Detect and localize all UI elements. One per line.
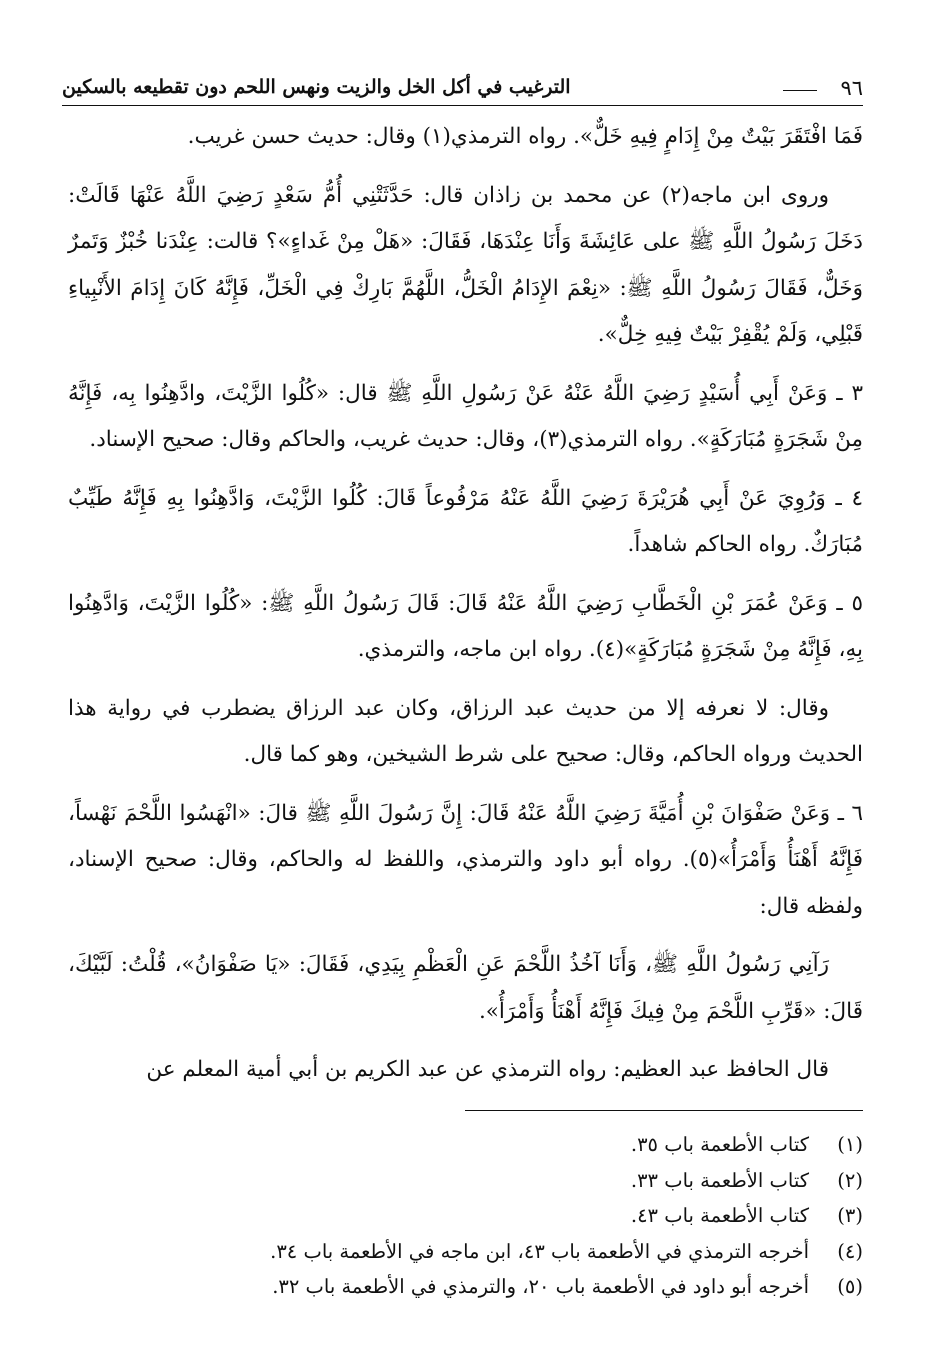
paragraph-2: وروى ابن ماجه(٢) عن محمد بن زاذان قال: حَدَّثَتْنِي أُمُّ سَعْدٍ رَضِيَ اللَّهُ عَنْهَا قَالَتْ: دَخَلَ رَسُولُ اللَّهِ ﷺ على عَائِشَةَ وَأَنَا عِنْدَهَا، فَقَالَ: «هَلْ مِنْ غَداءٍ»؟ قالت: عِنْدَنا خُبْزٌ وَتَمرٌ وَخَلٌّ، فَقَالَ رَسُولُ اللَّهِ ﷺ: «نِعْمَ الإِدَامُ الْخَلُّ، اللَّهُمَّ بَارِكْ فِي الْخَلِّ، فَإِنَّهُ كَانَ إِدَامَ الأَنْبِياءِ قَبْلِي، وَلَمْ يُقْفِرْ بَيْتٌ فِيهِ خِلٌّ». bbox=[68, 182, 863, 347]
footnote bbox=[68, 1269, 863, 1305]
footnote-text: أخرجه أبو داود في الأطعمة باب ٢٠، والترمذي في الأطعمة باب ٣٢. bbox=[272, 1275, 809, 1298]
footnote bbox=[68, 1198, 863, 1234]
hadith-3: ٣ ـ وَعَنْ أَبِي أُسَيْدٍ رَضِيَ اللَّهُ عَنْهُ عَنْ رَسُولِ اللَّهِ ﷺ قال: «كُلُوا الزَّيْتَ، وادَّهِنُوا بِه، فَإِنَّهُ مِنْ شَجَرَةٍ مُبَارَكَةٍ». رواه الترمذي(٣)، وقال: حديث غريب، والحاكم وقال: صحيح الإسناد. bbox=[68, 380, 863, 452]
running-title: الترغيب في أكل الخل والزيت ونهس اللحم دون تقطيعه بالسكين bbox=[62, 76, 571, 98]
footnote-number: (٥) bbox=[837, 1275, 863, 1298]
paragraph-narration: رَآنِي رَسُولُ اللَّهِ ﷺ، وَأَنَا آخُذُ اللَّحْمَ عَنِ الْعَظْمِ بِيَدِي، فَقَالَ: «يَا صَفْوَانُ»، قُلْتُ: لَبَّيْكَ، قَالَ: «قَرِّبِ اللَّحْمَ مِنْ فِيكَ فَإِنَّهُ أَهْنَأُ وَأَمْرَأُ». bbox=[68, 952, 863, 1024]
footnote-text: أخرجه الترمذي في الأطعمة باب ٤٣، ابن ماجه في الأطعمة باب ٣٤. bbox=[270, 1239, 809, 1263]
page-header bbox=[62, 72, 863, 106]
footnote-number: (٤) bbox=[837, 1239, 863, 1263]
hadith-5: ٥ ـ وَعَنْ عُمَرَ بْنِ الْخَطَّابِ رَضِيَ اللَّهُ عَنْهُ قَالَ: قَالَ رَسُولُ اللَّهِ ﷺ: «كُلُوا الزَّيْتَ، وَادَّهِنُوا بِهِ، فَإِنَّهُ مِنْ شَجَرَةٍ مُبَارَكَةٍ»(٤). رواه ابن ماجه، والترمذي. bbox=[68, 590, 863, 662]
footnote-number: (١) bbox=[837, 1133, 863, 1156]
footnote-number: (٣) bbox=[837, 1204, 863, 1227]
footnote bbox=[68, 1163, 863, 1199]
main-text bbox=[68, 114, 863, 1106]
footnote bbox=[68, 1234, 863, 1270]
hadith-6: ٦ ـ وَعَنْ صَفْوَانَ بْنِ أُمَيَّةَ رَضِيَ اللَّهُ عَنْهُ قَالَ: إِنَّ رَسُولَ اللَّهِ ﷺ قالَ: «انْهَسُوا اللَّحْمَ نَهْساً، فَإِنَّهُ أَهْنَأُ وَأَمْرَأُ»(٥). رواه أبو داود والترمذي، واللفظ له والحاكم، وقال: صحيح الإسناد، ولفظه قال: bbox=[68, 800, 864, 919]
header-rule bbox=[62, 105, 863, 106]
footnote-text: كتاب الأطعمة باب ٣٥. bbox=[630, 1133, 809, 1156]
header-dash bbox=[783, 90, 817, 91]
footnote-text: كتاب الأطعمة باب ٣٣. bbox=[630, 1168, 809, 1192]
hadith-4: ٤ ـ وَرُوِيَ عَنْ أَبِي هُرَيْرَةَ رَضِيَ اللَّهُ عَنْهُ مَرْفُوعاً قَالَ: كُلُوا الزَّيْتَ، وَادَّهِنُوا بِهِ فَإِنَّهُ طَيِّبٌ مُبَارَكٌ. رواه الحاكم شاهداً. bbox=[68, 485, 863, 557]
paragraph-hafiz: قال الحافظ عبد العظيم: رواه الترمذي عن عبد الكريم بن أبي أمية المعلم عن bbox=[146, 1057, 829, 1082]
footnote bbox=[68, 1127, 863, 1163]
page-number: ٩٦ bbox=[840, 76, 863, 100]
paragraph-1: فَمَا افْتَقَرَ بَيْتٌ مِنْ إِدَامٍ فِيهِ خَلٌّ». رواه الترمذي(١) وقال: حديث حسن غريب. bbox=[187, 124, 863, 149]
paragraph-commentary: وقال: لا نعرفه إلا من حديث عبد الرزاق، وكان عبد الرزاق يضطرب في رواية هذا الحديث ورواه الحاكم، وقال: صحيح على شرط الشيخين، وهو كما قال. bbox=[68, 695, 863, 767]
footnote-text: كتاب الأطعمة باب ٤٣. bbox=[630, 1204, 809, 1227]
footnote-number: (٢) bbox=[837, 1168, 863, 1192]
footnote-separator bbox=[465, 1110, 863, 1111]
footnotes bbox=[68, 1127, 863, 1305]
